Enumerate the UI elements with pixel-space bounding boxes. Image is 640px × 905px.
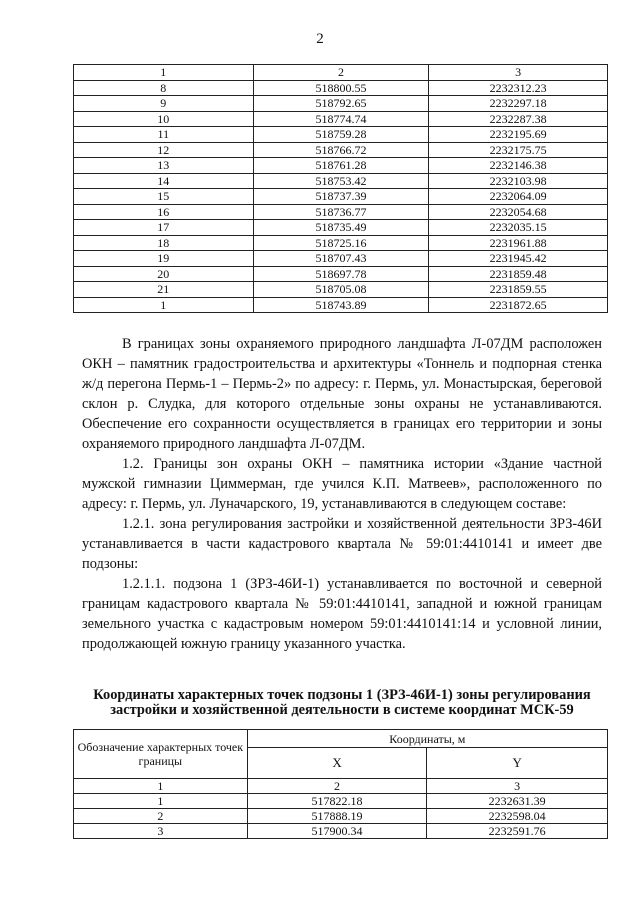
x-coordinate: 517822.18 <box>247 794 427 809</box>
table-row <box>74 220 608 236</box>
y-coordinate: 2231945.42 <box>429 251 608 267</box>
y-coordinate: 2232175.75 <box>429 142 608 158</box>
point-number: 11 <box>74 127 254 143</box>
y-coordinate: 2232598.04 <box>427 809 608 824</box>
point-number: 12 <box>74 142 254 158</box>
point-number: 1 <box>74 297 254 313</box>
column-number-2: 2 <box>247 779 427 794</box>
table-row <box>74 142 608 158</box>
point-number: 18 <box>74 235 254 251</box>
paragraph-1-2: 1.2. Границы зон охраны ОКН – памятника истории «Здание частной мужской гимназии Циммерман, где учился К.П. Матвеев», расположенного по адресу: г. Пермь, ул. Луначарского, 19, устанавливаются в следующем составе: <box>82 456 602 512</box>
column-number-row <box>74 779 608 794</box>
column-number-3: 3 <box>429 65 608 81</box>
y-coordinate: 2232591.76 <box>427 824 608 839</box>
coordinates-header: Координаты, м <box>247 730 607 748</box>
y-coordinate: 2232035.15 <box>429 220 608 236</box>
y-coordinate: 2232146.38 <box>429 158 608 174</box>
table-row <box>74 127 608 143</box>
y-coordinate: 2231961.88 <box>429 235 608 251</box>
y-header: Y <box>427 748 608 779</box>
point-number: 20 <box>74 266 254 282</box>
paragraph-1-2-1-1: 1.2.1.1. подзона 1 (ЗРЗ-46И-1) устанавливается по восточной и северной границам кадастрового квартала № 59:01:4410141, западной и южной границам земельного участка с кадастровым номером 59:01:4410141:14 и условной линии, продолжающей южную границу указанного участка. <box>82 576 602 652</box>
table-row <box>74 173 608 189</box>
x-coordinate: 518774.74 <box>253 111 429 127</box>
point-number: 2 <box>74 809 248 824</box>
y-coordinate: 2231872.65 <box>429 297 608 313</box>
column-number-1: 1 <box>74 779 248 794</box>
point-number: 10 <box>74 111 254 127</box>
column-number-3: 3 <box>427 779 608 794</box>
table-row <box>74 235 608 251</box>
table-row <box>74 189 608 205</box>
page-number: 2 <box>316 31 324 47</box>
table-row <box>74 80 608 96</box>
x-header: X <box>247 748 427 779</box>
table-row <box>74 251 608 267</box>
point-number: 21 <box>74 282 254 298</box>
x-coordinate: 518766.72 <box>253 142 429 158</box>
table-row <box>74 111 608 127</box>
x-coordinate: 518705.08 <box>253 282 429 298</box>
table-row <box>74 96 608 112</box>
x-coordinate: 518792.65 <box>253 96 429 112</box>
point-number: 9 <box>74 96 254 112</box>
y-coordinate: 2232103.98 <box>429 173 608 189</box>
table-row <box>74 266 608 282</box>
y-coordinate: 2232297.18 <box>429 96 608 112</box>
table-row <box>74 794 608 809</box>
paragraph-l07dm: В границах зоны охраняемого природного ландшафта Л-07ДМ расположен ОКН – памятник градостроительства и архитектуры «Тоннель и подпорная стенка ж/д перегона Пермь-1 – Пермь-2» по адресу: г. Пермь, ул. Монастырская, береговой склон р. Слудка, для которого отдельные зоны охраны не устанавливаются. Обеспечение его сохранности осуществляется в границах его территории и зоны охраняемого природного ландшафта Л-07ДМ. <box>82 336 602 452</box>
y-coordinate: 2232631.39 <box>427 794 608 809</box>
y-coordinate: 2231859.48 <box>429 266 608 282</box>
x-coordinate: 518800.55 <box>253 80 429 96</box>
y-coordinate: 2231859.55 <box>429 282 608 298</box>
y-coordinate: 2232195.69 <box>429 127 608 143</box>
x-coordinate: 518743.89 <box>253 297 429 313</box>
point-number: 14 <box>74 173 254 189</box>
body-text <box>82 334 602 654</box>
x-coordinate: 518736.77 <box>253 204 429 220</box>
x-coordinate: 518735.49 <box>253 220 429 236</box>
table-caption: Координаты характерных точек подзоны 1 (ЗРЗ-46И-1) зоны регулирования застройки и хозяйственной деятельности в системе координат МСК-59 <box>93 687 591 718</box>
subzone-coordinates-table <box>73 729 608 839</box>
table-row <box>74 204 608 220</box>
x-coordinate: 517888.19 <box>247 809 427 824</box>
point-number: 16 <box>74 204 254 220</box>
x-coordinate: 518737.39 <box>253 189 429 205</box>
x-coordinate: 518707.43 <box>253 251 429 267</box>
x-coordinate: 518759.28 <box>253 127 429 143</box>
y-coordinate: 2232312.23 <box>429 80 608 96</box>
x-coordinate: 518761.28 <box>253 158 429 174</box>
point-number: 3 <box>74 824 248 839</box>
x-coordinate: 518697.78 <box>253 266 429 282</box>
x-coordinate: 517900.34 <box>247 824 427 839</box>
point-number: 19 <box>74 251 254 267</box>
paragraph-1-2-1: 1.2.1. зона регулирования застройки и хозяйственной деятельности ЗРЗ-46И устанавливается в части кадастрового квартала № 59:01:4410141 и имеет две подзоны: <box>82 516 602 572</box>
y-coordinate: 2232064.09 <box>429 189 608 205</box>
table-row <box>74 824 608 839</box>
coordinates-table-continued <box>73 64 608 313</box>
point-label-header: Обозначение характерных точек границы <box>74 730 248 779</box>
table-row <box>74 809 608 824</box>
y-coordinate: 2232054.68 <box>429 204 608 220</box>
point-number: 15 <box>74 189 254 205</box>
table-row <box>74 297 608 313</box>
table-row <box>74 282 608 298</box>
point-number: 13 <box>74 158 254 174</box>
point-number: 1 <box>74 794 248 809</box>
column-number-1: 1 <box>74 65 254 81</box>
table-row <box>74 158 608 174</box>
table-header-row <box>74 65 608 81</box>
x-coordinate: 518753.42 <box>253 173 429 189</box>
column-number-2: 2 <box>253 65 429 81</box>
point-number: 17 <box>74 220 254 236</box>
y-coordinate: 2232287.38 <box>429 111 608 127</box>
point-number: 8 <box>74 80 254 96</box>
x-coordinate: 518725.16 <box>253 235 429 251</box>
